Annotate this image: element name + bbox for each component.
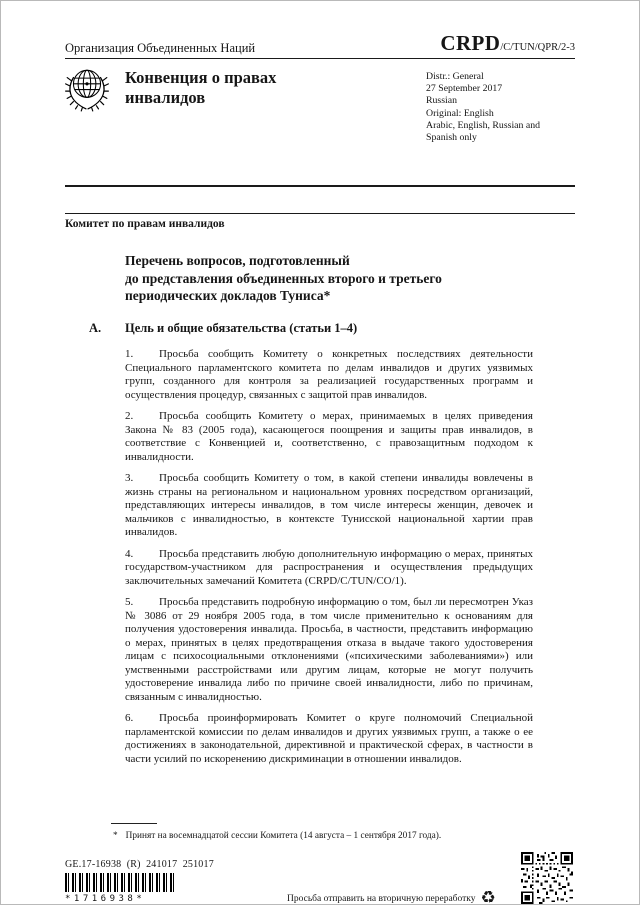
paragraph	[125, 712, 533, 766]
barcode-label: *1716938*	[65, 894, 146, 904]
document-title-line: периодических докладов Туниса*	[125, 288, 331, 303]
masthead-title-line: Конвенция о правах	[125, 68, 277, 87]
distribution-line: Distr.: General	[426, 71, 484, 82]
paragraph-text: Просьба представить любую дополнительную информацию о мерах, принятых государством-участником для распространения и осуществления предыдущих заключительных замечаний Комитета (CRPD/C/TUN/CO/1).	[125, 547, 533, 587]
paragraph	[125, 548, 533, 589]
paragraph	[125, 348, 533, 402]
paragraph-text: Просьба представить подробную информацию о том, был ли пересмотрен Указ № 3086 от 29 ноября 2005 года, в том числе применительно к основаниям для получения удостоверения инвалида. Просьба, в частности, представить информацию о мерах, принятых в целях предотвращения отказа в выдаче такого удостоверения лицам с психосоциальными отклонениями («психическими заболеваниями») или умственными расстройствами или другим лицам, которые не могут получить удостоверение инвалида либо по причине своей инвалидности, либо по причинам, связанным с инвалидностью.	[125, 596, 533, 703]
committee-name: Комитет по правам инвалидов	[65, 218, 225, 230]
section-title: Цель и общие обязательства (статьи 1–4)	[125, 321, 358, 335]
paragraph-number: 6.	[125, 712, 134, 724]
date-line: 27 September 2017	[426, 83, 503, 95]
paragraph-number: 5.	[125, 596, 134, 608]
masthead-title-line: инвалидов	[125, 88, 206, 107]
document-title	[125, 252, 442, 305]
org-name: Организация Объединенных Наций	[65, 41, 256, 55]
footnote-divider	[111, 823, 157, 824]
recycle-note-text: Просьба отправить на вторичную переработку	[287, 893, 476, 904]
original-language-line: Original: English	[426, 107, 494, 119]
masthead-title	[125, 68, 276, 108]
languages-note-line: Arabic, English, Russian and	[426, 119, 541, 131]
document-title-line: Перечень вопросов, подготовленный	[125, 253, 350, 268]
paragraph	[125, 596, 533, 704]
document-symbol-rest: /C/TUN/QPR/2-3	[500, 42, 575, 53]
paragraph-text: Просьба проинформировать Комитет о круге полномочий Специальной парламентской комиссии по делам инвалидов и других уязвимых групп, а также о ее достижениях в законодательной, директивной и практической сферах, в частности в части усилий по искоренению дискриминации в отношении инвалидов.	[125, 712, 533, 765]
language-line: Russian	[426, 95, 458, 107]
section-heading	[89, 321, 357, 336]
paragraph-number: 4.	[125, 547, 134, 560]
paragraph	[125, 472, 533, 540]
footnote-marker: *	[113, 831, 118, 841]
masthead-divider	[65, 185, 575, 187]
section-letter: А.	[89, 321, 102, 335]
ge-reference: GE.17-16938 (R) 241017 251017	[65, 859, 214, 870]
document-title-line: до представления объединенных второго и третьего	[125, 270, 442, 286]
masthead-divider-thin	[65, 213, 575, 214]
paragraph-number: 3.	[125, 472, 134, 484]
paragraph-list	[125, 348, 533, 774]
recycle-icon: ♻	[480, 888, 496, 905]
paragraph	[125, 410, 533, 464]
header-divider	[65, 58, 575, 59]
document-symbol	[440, 31, 575, 56]
document-symbol-main: CRPD	[440, 31, 501, 55]
paragraph-number: 2.	[125, 410, 134, 422]
masthead-info	[426, 71, 540, 144]
paragraph-text: Просьба сообщить Комитету о мерах, принимаемых в целях приведения Закона № 83 (2005 года), касающегося поощрения и защиты прав инвалидов, в соответствие с Конвенцией и, соответственно, с правозащитным подходом к инвалидности.	[125, 410, 533, 463]
footnote	[111, 831, 551, 841]
recycle-note	[287, 890, 496, 905]
paragraph-number: 1.	[125, 348, 134, 360]
qr-code-icon	[521, 852, 573, 904]
paragraph-text: Просьба сообщить Комитету о том, в какой степени инвалиды вовлечены в жизнь страны на региональном и национальном уровнях посредством организаций, представляющих интересы инвалидов, в том числе интересы женщин, девочек и мальчиков с инвалидностью, в контексте Тунисской национальной хартии прав инвалидов.	[125, 472, 533, 538]
languages-note-line: Spanish only	[426, 132, 477, 144]
barcode-icon	[65, 873, 177, 892]
page-header	[65, 31, 575, 56]
paragraph-text: Просьба сообщить Комитету о конкретных последствиях деятельности Специального парламентского комитета по делам инвалидов и других уязвимых групп, созданного для контроля за реализацией государственных программ и осуществления процедур, связанных с защитой прав инвалидов.	[125, 348, 533, 401]
footnote-text: Принят на восемнадцатой сессии Комитета (14 августа – 1 сентября 2017 года).	[125, 831, 442, 841]
un-emblem-icon	[63, 64, 111, 112]
